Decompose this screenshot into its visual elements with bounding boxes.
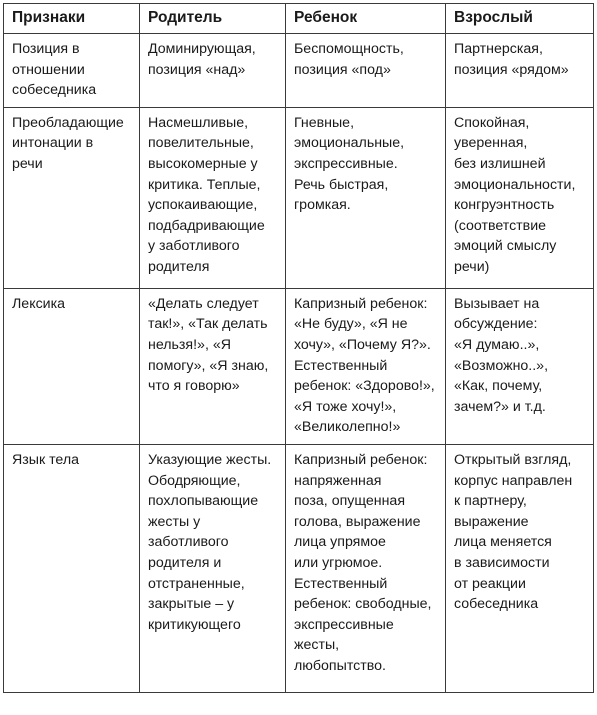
cell-line: жесты, [294,637,340,654]
cell-line: Лексика [12,295,65,312]
cell-line: Речь быстрая, [294,176,389,193]
cell-line: отношении [12,61,85,78]
table-row [4,34,594,108]
cell-line: напряженная [294,472,382,489]
cell-line: критикующего [148,616,241,633]
cell-line: родителя и [148,554,222,571]
cell-line: нельзя!», «Я [148,336,231,353]
cell-line: Язык тела [12,451,80,468]
cell-line: в зависимости [454,554,550,571]
cell-line: Преобладающие [12,114,124,131]
cell-line: позиция «над» [148,61,246,78]
table-cell [4,444,140,692]
header-cell-child: Ребенок [286,4,446,34]
cell-line: жесты у [148,513,201,530]
cell-line: помогу», «Я знаю, [148,357,269,374]
cell-line: закрытые – у [148,596,235,613]
cell-line: зачем?» и т.д. [454,398,546,415]
cell-line: речи [12,155,43,172]
cell-line: отстраненные, [148,575,245,592]
table-cell [140,107,286,288]
cell-line: интонации в [12,135,94,152]
cell-line: собеседника [454,596,539,613]
cell-line: от реакции [454,575,526,592]
cell-line: «Великолепно!» [294,419,401,436]
cell-line: экспрессивные. [294,155,398,172]
table-cell [286,444,446,692]
cell-line: эмоциональные, [294,135,405,152]
cell-line: хочу», «Почему Я?». [294,336,431,353]
cell-line: родителя [148,258,210,275]
cell-line: так!», «Так делать [148,316,268,333]
table-header-row [4,4,594,34]
cell-line: похлопывающие [148,493,259,510]
cell-line: собеседника [12,82,97,99]
cell-line: речи) [454,258,490,275]
cell-line: Партнерская, [454,41,543,57]
table-cell [286,288,446,444]
cell-line: без излишней [454,155,546,172]
cell-line: конгруэнтность [454,197,555,214]
cell-line: выражение [454,513,529,530]
cell-line: «Возможно..», [454,357,549,374]
cell-line: «Как, почему, [454,378,543,395]
cell-line: или угрюмое. [294,554,383,571]
cell-line: Капризный ребенок: [294,451,428,468]
cell-line: лица меняется [454,534,552,551]
cell-line: Капризный ребенок: [294,295,428,312]
cell-line: уверенная, [454,135,528,152]
cell-line: Вызывает на [454,295,540,312]
cell-line: Ободряющие, [148,472,241,489]
cell-line: обсуждение: [454,316,538,333]
cell-line: что я говорю» [148,378,240,395]
cell-line: Гневные, [294,114,355,131]
cell-line: к партнеру, [454,493,527,510]
cell-line: «Я думаю..», [454,336,540,353]
table-cell [4,288,140,444]
cell-line: позиция «рядом» [454,61,569,78]
cell-line: Позиция в [12,41,80,57]
cell-line: Спокойная, [454,114,530,131]
cell-line: Естественный [294,575,388,592]
cell-line: успокаивающие, [148,197,258,214]
table-cell [286,34,446,108]
cell-line: Открытый взгляд, [454,451,572,468]
cell-line: «Делать следует [148,295,259,312]
table-row [4,444,594,692]
cell-line: корпус направлен [454,472,573,489]
cell-line: Доминирующая, [148,41,256,57]
comparison-table [3,3,594,693]
table-row [4,107,594,288]
cell-line: высокомерные у [148,155,258,172]
table-cell [446,288,594,444]
cell-line: повелительные, [148,135,254,152]
header-cell-parent: Родитель [140,4,286,34]
cell-line: Беспомощность, [294,41,404,57]
table-row [4,288,594,444]
cell-line: подбадривающие [148,217,265,234]
cell-line: ребенок: «Здорово!», [294,378,435,395]
table-cell [4,107,140,288]
cell-line: заботливого [148,534,229,551]
table-cell [446,444,594,692]
cell-line: Естественный [294,357,388,374]
table-cell [286,107,446,288]
table-cell [4,34,140,108]
cell-line: Насмешливые, [148,114,249,131]
cell-line: эмоций смыслу [454,238,557,255]
table-cell [140,34,286,108]
cell-line: (соответствие [454,217,547,234]
cell-line: у заботливого [148,238,240,255]
cell-line: лица упрямое [294,534,386,551]
cell-line: экспрессивные [294,616,394,633]
cell-line: «Я тоже хочу!», [294,398,397,415]
cell-line: голова, выражение [294,513,421,530]
cell-line: поза, опущенная [294,493,406,510]
cell-line: ребенок: свободные, [294,596,432,613]
cell-line: позиция «под» [294,61,391,78]
table-cell [140,444,286,692]
cell-line: громкая. [294,197,351,214]
table-cell [446,34,594,108]
cell-line: любопытство. [294,657,386,674]
cell-line: критика. Теплые, [148,176,261,193]
cell-line: эмоциональности, [454,176,576,193]
cell-line: Указующие жесты. [148,451,272,468]
header-cell-adult: Взрослый [446,4,594,34]
table-cell [446,107,594,288]
header-cell-criteria: Признаки [4,4,140,34]
cell-line: «Не буду», «Я не [294,316,408,333]
table-cell [140,288,286,444]
